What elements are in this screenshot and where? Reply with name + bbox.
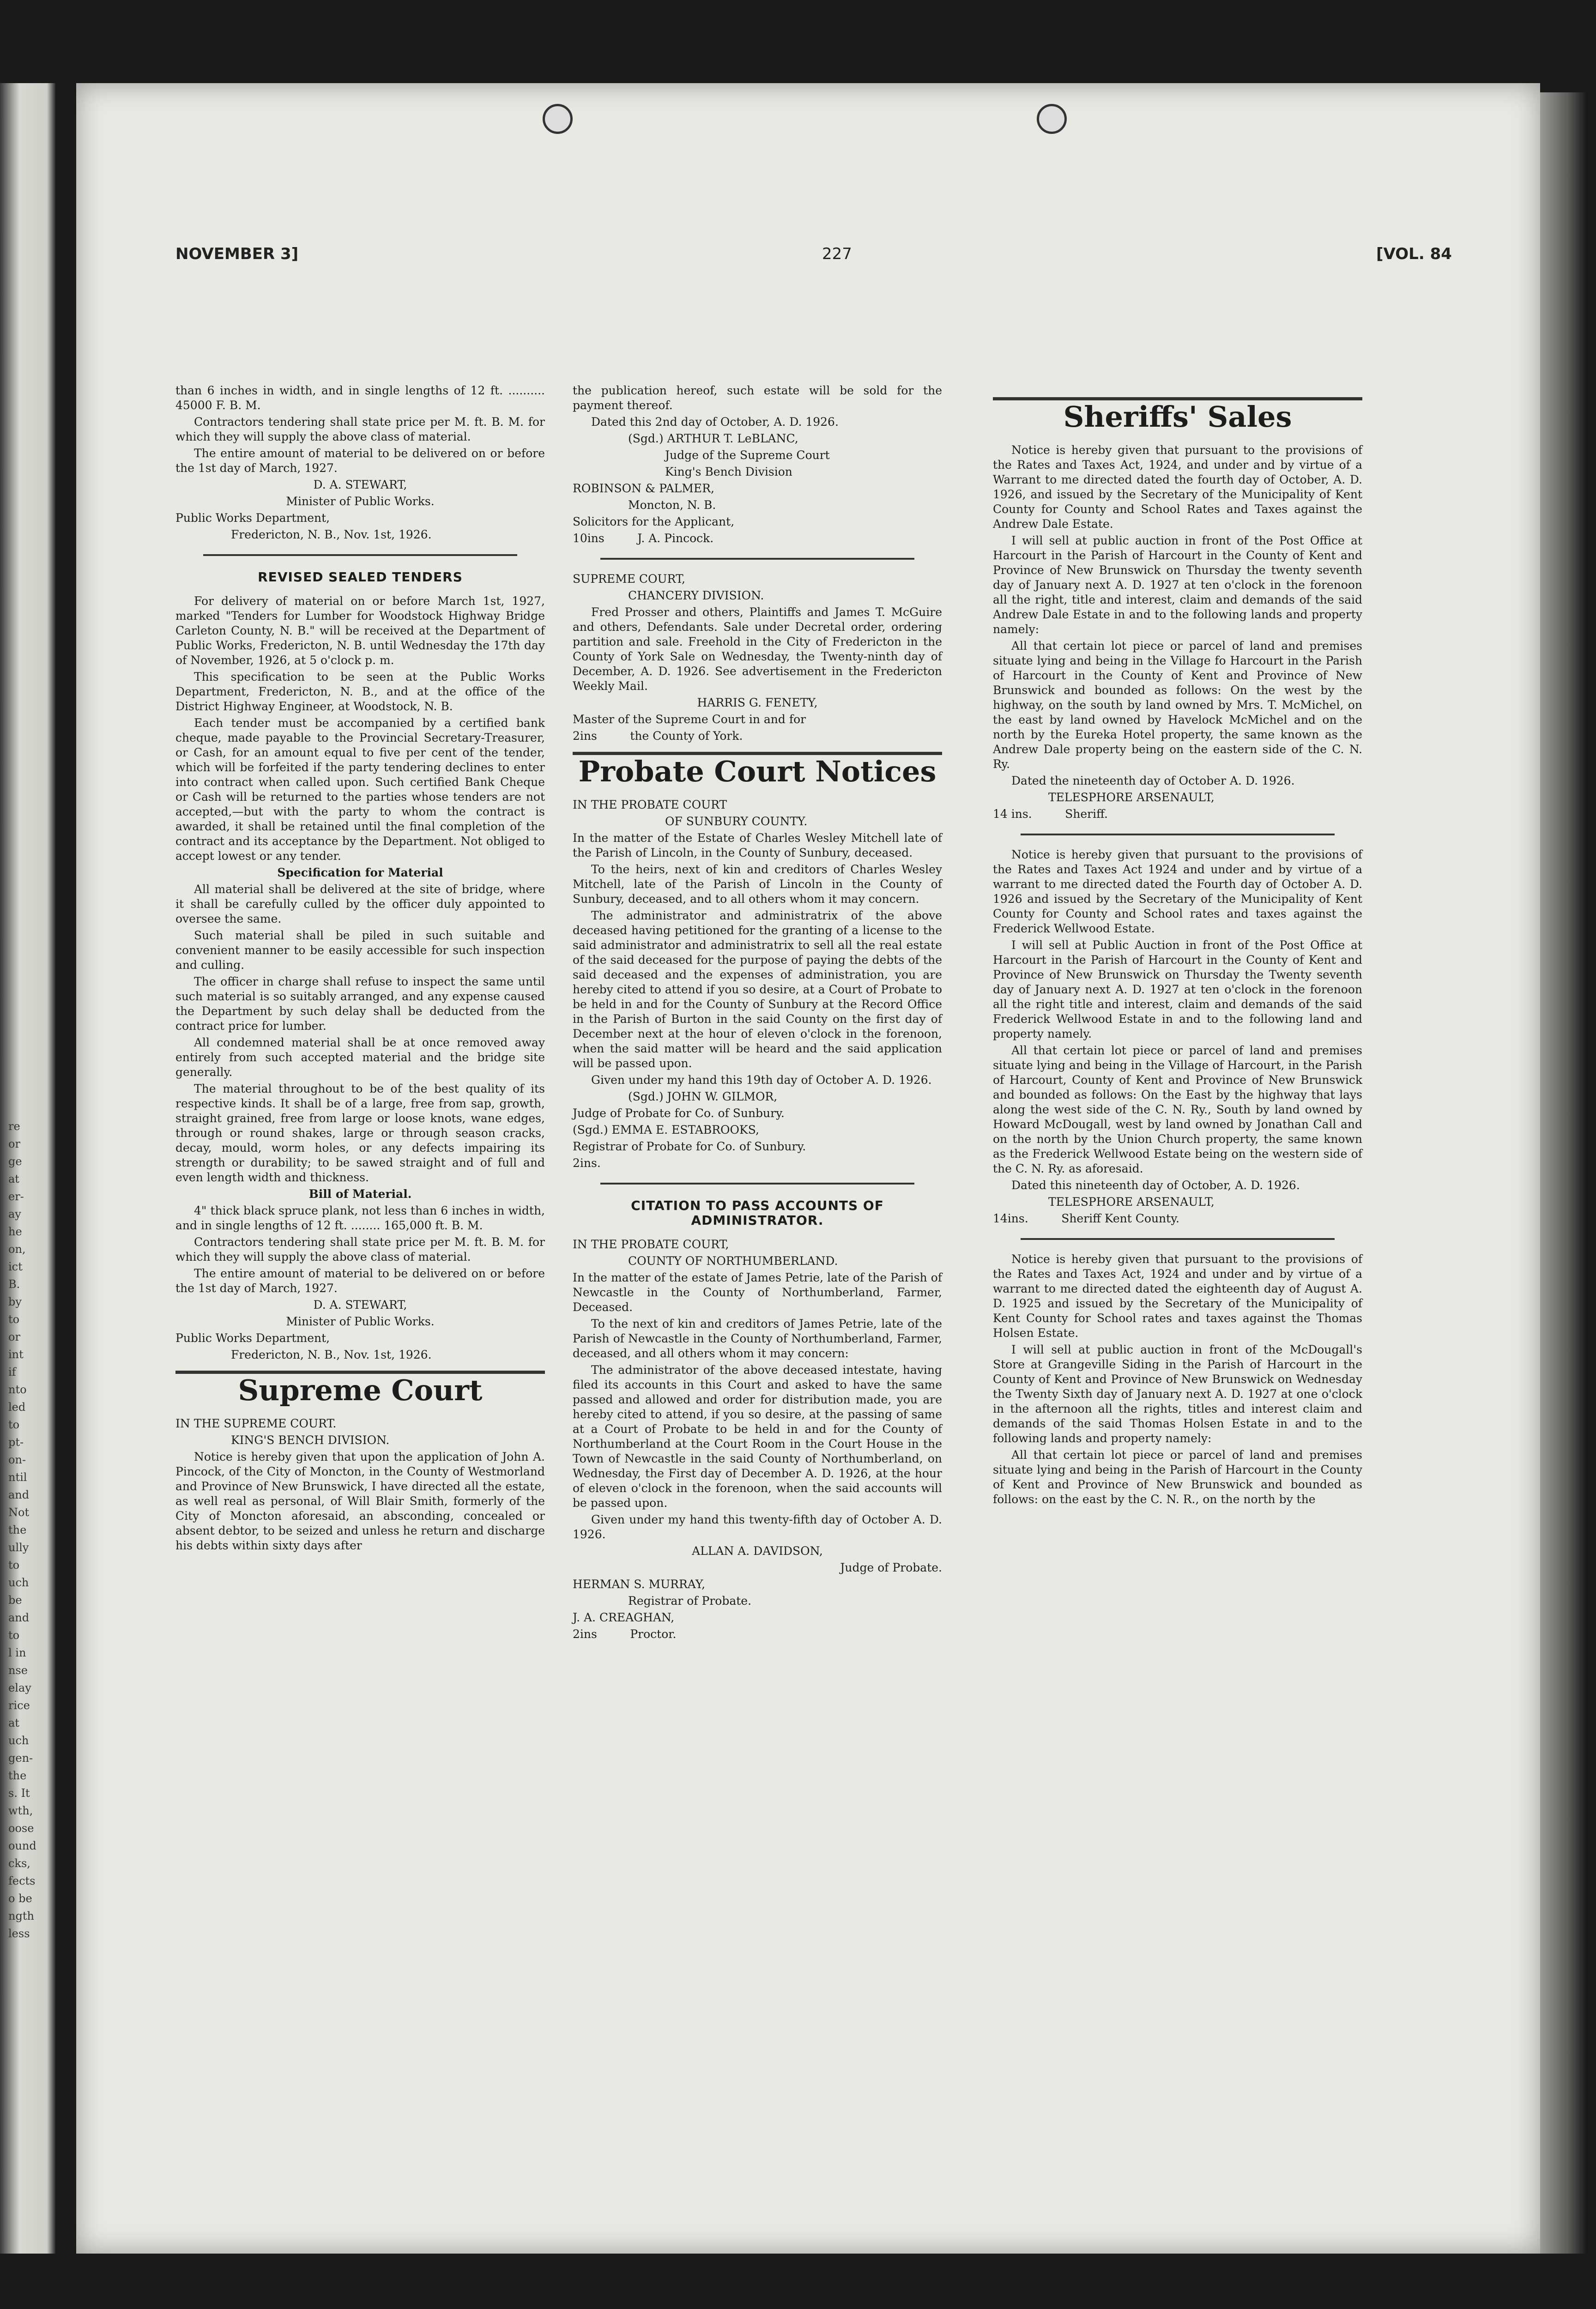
- notice-text: All that certain lot piece or parcel of land and premises situate lying and being in the Village fo Harcourt in the Parish of Harcourt in the County of Kent and Province of New Brunswick and bounded as follows: On the west by the highway, on the south by land owned by Mrs. T. McMichel, on the east by land owned by Havelock McMichel and on the north by the Eureka Hotel property, the same known as the Andrew Dale property being on the eastern side of the C. N. Ry.: [993, 639, 1362, 771]
- fragment-line: elay: [8, 1681, 31, 1694]
- insertions: 2ins.: [573, 1156, 601, 1170]
- signature-title: 2ins the County of York.: [573, 729, 743, 743]
- section-heading-revised-tenders: REVISED SEALED TENDERS: [258, 569, 463, 585]
- newspaper-page: [76, 83, 1540, 2254]
- signature-title: 2ins Proctor.: [573, 1627, 677, 1641]
- fragment-line: uch: [8, 1734, 29, 1747]
- fragment-line: less: [8, 1927, 30, 1940]
- notice-text: Dated this 2nd day of October, A. D. 1926.: [591, 415, 839, 429]
- signature-title: Judge of the Supreme Court: [665, 448, 830, 462]
- fragment-line: Not: [8, 1506, 30, 1519]
- court-division: KING'S BENCH DIVISION.: [231, 1433, 390, 1447]
- notice-text: All material shall be delivered at the site of bridge, where it shall be carefully culled by the officer duly appointed to oversee the same.: [175, 882, 545, 925]
- notice-text: Notice is hereby given that pursuant to the provisions of the Rates and Taxes Act, 1924 and under and by virtue of a warrant to me directed dated the eighteenth day of August A. D. 1925 and issued by the Secretary of the Municipality of Kent County for School rates and taxes against the Thomas Holsen Estate.: [993, 1252, 1362, 1340]
- signature-title: Master of the Supreme Court in and for: [573, 713, 806, 726]
- notice-text: All condemned material shall be at once removed away entirely from such accepted material and the bridge site generally.: [175, 1036, 545, 1079]
- header-date: NOVEMBER 3]: [175, 245, 299, 263]
- fragment-line: to: [8, 1418, 20, 1431]
- subheading: Bill of Material.: [308, 1187, 412, 1201]
- signature-title: 14 ins. Sheriff.: [993, 807, 1108, 821]
- court-name: SUPREME COURT,: [573, 572, 685, 586]
- signature-name: TELESPHORE ARSENAULT,: [1048, 791, 1215, 804]
- facing-page-fragments: [8, 1118, 54, 1942]
- fragment-line: pt-: [8, 1436, 24, 1449]
- notice-text: Contractors tendering shall state price per M. ft. B. M. for which they will supply the above class of material.: [175, 415, 545, 443]
- signature-title: Judge of Probate for Co. of Sunbury.: [573, 1106, 785, 1120]
- notice-text: The entire amount of material to be delivered on or before the 1st day of March, 1927.: [175, 1267, 545, 1295]
- fragment-line: cks,: [8, 1857, 30, 1870]
- fragment-line: he: [8, 1225, 22, 1238]
- fragment-line: rice: [8, 1699, 30, 1712]
- fragment-line: ntil: [8, 1471, 27, 1484]
- fragment-line: to: [8, 1313, 20, 1326]
- notice-text: To the next of kin and creditors of James Petrie, late of the Parish of Newcastle in the County of Northumberland, Farmer, deceased, and all others whom it may concern:: [573, 1317, 942, 1360]
- fragment-line: or: [8, 1330, 20, 1343]
- notice-text: Fred Prosser and others, Plaintiffs and James T. McGuire and others, Defendants. Sale under Decretal order, ordering partition and sale. Freehold in the City of Fredericton in the County of York Sale on Wednesday, the Twenty-ninth day of December, A. D. 1926. See advertisement in the Fredericton Weekly Mail.: [573, 605, 942, 693]
- notice-text: I will sell at public auction in front of the McDougall's Store at Grangeville Siding in the Parish of Harcourt in the County of Kent and Province of New Brunswick on Wednesday the Twenty Sixth day of January next A. D. 1927 at one o'clock in the afternoon all the rights, titles and interest claim and demands of the said Thomas Holsen Estate in and to the following lands and property namely:: [993, 1343, 1362, 1445]
- signature-place: Fredericton, N. B., Nov. 1st, 1926.: [231, 1348, 432, 1361]
- header-volume: [VOL. 84: [1376, 245, 1452, 263]
- notice-text: In the matter of the Estate of Charles Wesley Mitchell late of the Parish of Lincoln, in the County of Sunbury, deceased.: [573, 831, 942, 859]
- signature-name: HERMAN S. MURRAY,: [573, 1578, 706, 1591]
- fragment-line: oose: [8, 1822, 34, 1835]
- fragment-line: o be: [8, 1892, 32, 1905]
- fragment-line: at: [8, 1717, 19, 1729]
- fragment-line: ict: [8, 1260, 23, 1273]
- fragment-line: ay: [8, 1208, 21, 1221]
- section-heading-sheriffs-sales: Sheriffs' Sales: [1063, 400, 1292, 434]
- fragment-line: ngth: [8, 1910, 34, 1922]
- fragment-line: nse: [8, 1664, 28, 1677]
- fragment-line: on-: [8, 1453, 26, 1466]
- notice-text: The administrator of the above deceased intestate, having filed its accounts in this Court and asked to have the same passed and allowed and order for distribution made, you are hereby cited to attend, if you so desire, at the passing of same at a Court of Probate to be held in and for the County of Northumberland at the Court Room in the Court House in the Town of Newcastle in the said County of Northumberland, on Wednesday, the First day of December A. D. 1926, at the hour of eleven o'clock in the forenoon, when the said accounts will be passed upon.: [573, 1363, 942, 1510]
- fragment-line: B.: [8, 1278, 20, 1291]
- solicitor-insertions: 10ins J. A. Pincock.: [573, 532, 714, 545]
- column-1: [175, 383, 545, 1555]
- notice-text: I will sell at Public Auction in front of the Post Office at Harcourt in the Parish of Harcourt in the County of Kent and Province of New Brunswick on Thursday the Twenty seventh day of January next A. D. 1927 at ten o'clock in the forenoon all the right title and interest, claim and demands of the said Frederick Wellwood Estate in and to the following land and property namely.: [993, 938, 1362, 1040]
- notice-text: Dated the nineteenth day of October A. D. 1926.: [1011, 774, 1295, 787]
- notice-text: Notice is hereby given that pursuant to the provisions of the Rates and Taxes Act, 1924, and under and by virtue of a Warrant to me directed dated the fourth day of October, A. D. 1926, and issued by the Secretary of the Municipality of Kent County for County and School Rates and Taxes against the Andrew Dale Estate.: [993, 443, 1362, 531]
- notice-text: Contractors tendering shall state price per M. ft. B. M. for which they will supply the above class of material.: [175, 1235, 545, 1263]
- signature-name: (Sgd.) ARTHUR T. LeBLANC,: [628, 432, 798, 445]
- fragment-line: if: [8, 1366, 16, 1378]
- notice-text: than 6 inches in width, and in single lengths of 12 ft. .......... 45000 F. B. M.: [175, 384, 545, 412]
- signature-name: TELESPHORE ARSENAULT,: [1048, 1195, 1215, 1209]
- signature-place: Fredericton, N. B., Nov. 1st, 1926.: [231, 528, 432, 541]
- notice-text: Given under my hand this twenty-fifth day of October A. D. 1926.: [573, 1513, 942, 1541]
- notice-text: All that certain lot piece or parcel of land and premises situate lying and being in the Parish of Harcourt in the County of Kent and Province of New Brunswick and bounded as follows: on the east by the C. N. R., on the north by the: [993, 1448, 1362, 1506]
- solicitor-place: Moncton, N. B.: [628, 498, 716, 512]
- fragment-line: to: [8, 1559, 20, 1572]
- fragment-line: by: [8, 1295, 22, 1308]
- section-heading-probate-court: Probate Court Notices: [578, 755, 937, 788]
- notice-text: This specification to be seen at the Public Works Department, Fredericton, N. B., and at the office of the District Highway Engineer, at Woodstock, N. B.: [175, 670, 545, 713]
- signature-title: Registrar of Probate for Co. of Sunbury.: [573, 1140, 806, 1153]
- page-header: [175, 245, 1473, 272]
- signature-title: Registrar of Probate.: [628, 1594, 752, 1608]
- notice-text: the publication hereof, such estate will be sold for the payment thereof.: [573, 384, 942, 412]
- binding-hole: [1037, 104, 1067, 134]
- solicitor-name: ROBINSON & PALMER,: [573, 482, 714, 495]
- fragment-line: to: [8, 1629, 20, 1642]
- divider: [1021, 834, 1335, 835]
- signature-name: HARRIS G. FENETY,: [697, 696, 818, 709]
- signature-title: Minister of Public Works.: [286, 495, 435, 508]
- signature-name: (Sgd.) JOHN W. GILMOR,: [628, 1090, 778, 1103]
- binding-hole: [543, 104, 573, 134]
- notice-text: Given under my hand this 19th day of October A. D. 1926.: [591, 1073, 932, 1087]
- signature-title: Minister of Public Works.: [286, 1315, 435, 1328]
- signature-name: D. A. STEWART,: [313, 478, 407, 491]
- notice-text: In the matter of the estate of James Petrie, late of the Parish of Newcastle in the County of Northumberland, Farmer, Deceased.: [573, 1271, 942, 1314]
- fragment-line: or: [8, 1137, 20, 1150]
- solicitor-role: Solicitors for the Applicant,: [573, 515, 735, 528]
- signature-name: ALLAN A. DAVIDSON,: [692, 1544, 823, 1558]
- fragment-line: s. It: [8, 1787, 30, 1800]
- notice-text: Each tender must be accompanied by a certified bank cheque, made payable to the Provincial Secretary-Treasurer, or Cash, for an amount equal to five per cent of the tender, which will be forfeited if the party tendering declines to enter into contract when called upon. Such certified Bank Cheque or Cash will be returned to the parties whose tenders are not accepted,—but with the party to whom the contract is awarded, it shall be retained until the final completion of the contract and its acceptance by the Department. Not obliged to accept lowest or any tender.: [175, 716, 545, 863]
- notice-text: Notice is hereby given that upon the application of John A. Pincock, of the City of Moncton, in the County of Westmorland and Province of New Brunswick, I have directed all the estate, as well real as personal, of Will Blair Smith, formerly of the City of Moncton aforesaid, an absconding, concealed or absent debtor, to be seized and unless he return and discharge his debts within sixty days after: [175, 1450, 545, 1552]
- fragment-line: ound: [8, 1839, 36, 1852]
- divider: [600, 1183, 914, 1185]
- signature-name: J. A. CREAGHAN,: [573, 1611, 675, 1624]
- fragment-line: fects: [8, 1874, 36, 1887]
- court-county: OF SUNBURY COUNTY.: [665, 815, 808, 828]
- notice-text: Dated this nineteenth day of October, A. D. 1926.: [1011, 1179, 1300, 1192]
- signature-name: D. A. STEWART,: [313, 1298, 407, 1312]
- signature-name: (Sgd.) EMMA E. ESTABROOKS,: [573, 1123, 759, 1136]
- section-heading-supreme-court: Supreme Court: [238, 1373, 483, 1407]
- fragment-line: the: [8, 1769, 27, 1782]
- notice-text: Notice is hereby given that pursuant to the provisions of the Rates and Taxes Act 1924 and under and by virtue of a warrant to me directed dated the Fourth day of October A. D. 1926 and issued by the Secretary of the Municipality of Kent County for County and School rates and taxes against the Frederick Wellwood Estate.: [993, 848, 1362, 935]
- notice-text: For delivery of material on or before March 1st, 1927, marked "Tenders for Lumber for Woodstock Highway Bridge Carleton County, N. B." will be received at the Department of Public Works, Fredericton, N. B. until Wednesday the 17th day of November, 1926, at 5 o'clock p. m.: [175, 594, 545, 667]
- fragment-line: re: [8, 1120, 20, 1133]
- fragment-line: nto: [8, 1383, 27, 1396]
- signature-title: King's Bench Division: [665, 465, 792, 478]
- fragment-line: the: [8, 1523, 27, 1536]
- column-3: [993, 383, 1362, 1509]
- fragment-line: uch: [8, 1576, 29, 1589]
- page-edge-shadow: [1540, 92, 1586, 2254]
- divider: [600, 558, 914, 560]
- divider: [203, 554, 517, 556]
- fragment-line: gen-: [8, 1752, 33, 1765]
- notice-text: The officer in charge shall refuse to inspect the same until such material is so suitably arranged, and any expense caused the Department by such delay shall be deducted from the contract price for lumber.: [175, 975, 545, 1033]
- fragment-line: on,: [8, 1243, 26, 1256]
- notice-text: I will sell at public auction in front of the Post Office at Harcourt in the Parish of Harcourt in the County of Kent and Province of New Brunswick on Thursday the twenty seventh day of January next A. D. 1927 at ten o'clock in the forenoon all the right, title and interest, claim and demands of the said Andrew Dale Estate in and to the following lands and property namely:: [993, 534, 1362, 636]
- notice-text: The material throughout to be of the best quality of its respective kinds. It shall be of a large, free from sap, growth, straight grained, free from large or loose knots, wane edges, through or round shakes, large or through season cracks, decay, mould, worm holes, or any defects impairing its strength or durability; to be sawed straight and of full and even length width and thickness.: [175, 1082, 545, 1184]
- notice-text: To the heirs, next of kin and creditors of Charles Wesley Mitchell, late of the Parish of Lincoln in the County of Sunbury, deceased, and to all others whom it may concern.: [573, 863, 942, 906]
- court-division: CHANCERY DIVISION.: [628, 589, 764, 602]
- signature-dept: Public Works Department,: [175, 511, 330, 525]
- notice-text: The administrator and administratrix of the above deceased having petitioned for the granting of a license to the said administrator and administratrix to sell all the real estate of the said deceased for the purpose of paying the debts of the said deceased and the expenses of administration, you are hereby cited to attend if you so desire, at a Court of Probate to be held in and for the County of Sunbury at the Record Office in the Parish of Burton in the said County on the first day of December next at the hour of eleven o'clock in the forenoon, when the said matter will be heard and the said application will be passed upon.: [573, 909, 942, 1070]
- fragment-line: and: [8, 1611, 30, 1624]
- court-name: IN THE PROBATE COURT,: [573, 1238, 729, 1251]
- fragment-line: led: [8, 1401, 26, 1414]
- fragment-line: wth,: [8, 1804, 33, 1817]
- court-county: COUNTY OF NORTHUMBERLAND.: [628, 1254, 838, 1268]
- notice-text: 4" thick black spruce plank, not less than 6 inches in width, and in single lengths of 12 ft. ........ 165,000 ft. B. M.: [175, 1204, 545, 1232]
- fragment-line: be: [8, 1594, 22, 1607]
- court-name: IN THE SUPREME COURT.: [175, 1417, 337, 1430]
- fragment-line: l in: [8, 1646, 26, 1659]
- subheading: Specification for Material: [277, 866, 443, 879]
- notice-text: The entire amount of material to be delivered on or before the 1st day of March, 1927.: [175, 447, 545, 475]
- fragment-line: at: [8, 1173, 19, 1185]
- header-page-number: 227: [822, 245, 852, 263]
- court-name: IN THE PROBATE COURT: [573, 798, 727, 811]
- fragment-line: int: [8, 1348, 24, 1361]
- notice-text: Such material shall be piled in such suitable and convenient manner to be easily accessible for such inspection and culling.: [175, 929, 545, 972]
- fragment-line: ge: [8, 1155, 22, 1168]
- fragment-line: er-: [8, 1190, 24, 1203]
- column-2: [573, 383, 942, 1644]
- signature-title: Judge of Probate.: [840, 1561, 942, 1574]
- signature-dept: Public Works Department,: [175, 1331, 330, 1345]
- fragment-line: and: [8, 1488, 30, 1501]
- signature-title: 14ins. Sheriff Kent County.: [993, 1212, 1179, 1225]
- section-heading-citation: CITATION TO PASS ACCOUNTS OF ADMINISTRATOR.: [631, 1198, 884, 1228]
- notice-text: All that certain lot piece or parcel of land and premises situate lying and being in the Village of Harcourt, in the Parish of Harcourt, County of Kent and Province of New Brunswick and bounded as follows: On the East by the highway that lays along the west side of the C. N. Ry., South by land owned by Howard McDougall, west by land owned by Jonathan Call and on the north by the Union Church property, the same known as the Frederick Wellwood Estate being on the western side of the C. N. Ry. as aforesaid.: [993, 1044, 1362, 1175]
- divider: [1021, 1238, 1335, 1240]
- fragment-line: ully: [8, 1541, 29, 1554]
